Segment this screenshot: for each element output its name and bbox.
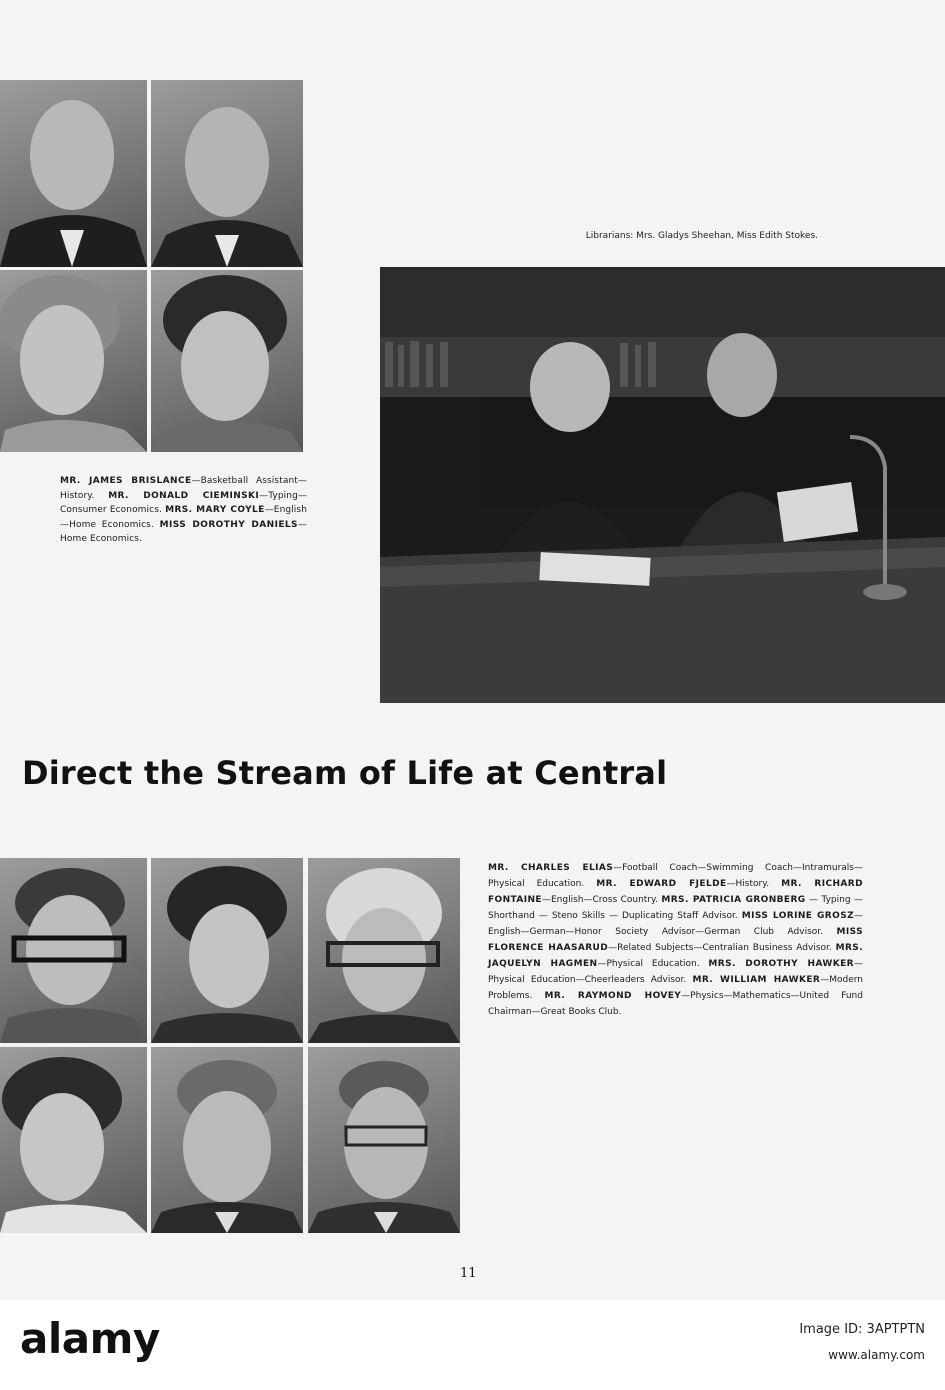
page-number: 11	[460, 1266, 477, 1281]
portrait-cieminski	[151, 80, 303, 267]
page-headline: Direct the Stream of Life at Central	[22, 754, 668, 792]
portrait-coyle	[0, 270, 147, 452]
caption-text: —Football Coach—Swimming Coach—Intramurals—Physical Education.	[488, 863, 863, 889]
caption-text: —Physical Education—Cheerleaders Advisor.	[488, 959, 863, 985]
caption-text: —English—German—Honor Society Advisor—German Club Advisor.	[488, 911, 863, 937]
caption-text: —Home Economics.	[60, 519, 307, 544]
top-staff-caption	[60, 474, 307, 547]
portrait-fontaine	[308, 858, 460, 1043]
caption-text: — Typing — Shorthand — Steno Skills — Duplicating Staff Advisor.	[488, 895, 863, 921]
caption-name: MR. JAMES BRISLANCE	[60, 476, 192, 486]
portrait-haasarud	[308, 1047, 460, 1233]
caption-name: MR. RICHARD FONTAINE	[488, 879, 863, 905]
bottom-staff-caption	[488, 860, 863, 1020]
caption-text: —History.	[726, 879, 770, 889]
caption-name: MR. RAYMOND HOVEY	[544, 991, 682, 1001]
caption-name: MR. WILLIAM HAWKER	[692, 975, 821, 985]
portrait-brislance	[0, 80, 147, 267]
footer-url: www.alamy.com	[828, 1348, 925, 1362]
caption-text: —Typing—Consumer Economics.	[60, 490, 307, 515]
caption-name: MISS LORINE GROSZ	[741, 911, 854, 921]
caption-name: MRS. JAQUELYN HAGMEN	[488, 943, 863, 969]
portrait-gronberg	[0, 1047, 147, 1233]
caption-text: —Physics—Mathematics—United Fund Chairman—Great Books Club.	[488, 991, 863, 1017]
caption-text: —Physical Education.	[597, 959, 700, 969]
caption-name: MR. EDWARD FJELDE	[596, 879, 727, 889]
caption-text: —English—Home Economics.	[60, 505, 308, 530]
librarians-photo	[380, 267, 945, 703]
caption-name: MR. CHARLES ELIAS	[488, 863, 614, 873]
caption-text: —Basketball Assistant—History.	[60, 476, 307, 501]
portrait-fjelde	[151, 858, 303, 1043]
caption-name: MR. DONALD CIEMINSKI	[108, 490, 260, 501]
caption-text: —Related Subjects—Centralian Business Advisor.	[608, 943, 832, 953]
stock-footer	[0, 1300, 945, 1390]
librarians-caption: Librarians: Mrs. Gladys Sheehan, Miss Edith Stokes.	[585, 231, 818, 241]
caption-text: —Modern Problems.	[488, 975, 863, 1001]
portrait-elias	[0, 858, 147, 1043]
caption-name: MRS. DOROTHY HAWKER	[708, 959, 854, 969]
caption-name: MRS. MARY COYLE	[165, 505, 265, 515]
portrait-daniels	[151, 270, 303, 452]
caption-text: —English—Cross Country.	[541, 895, 658, 905]
caption-name: MISS DOROTHY DANIELS	[159, 519, 298, 530]
portrait-grosz	[151, 1047, 303, 1233]
caption-name: MISS FLORENCE HAASARUD	[488, 927, 863, 953]
image-id: Image ID: 3APTPTN	[799, 1322, 925, 1337]
caption-name: MRS. PATRICIA GRONBERG	[661, 895, 806, 905]
alamy-logo: alamy	[20, 1314, 160, 1363]
